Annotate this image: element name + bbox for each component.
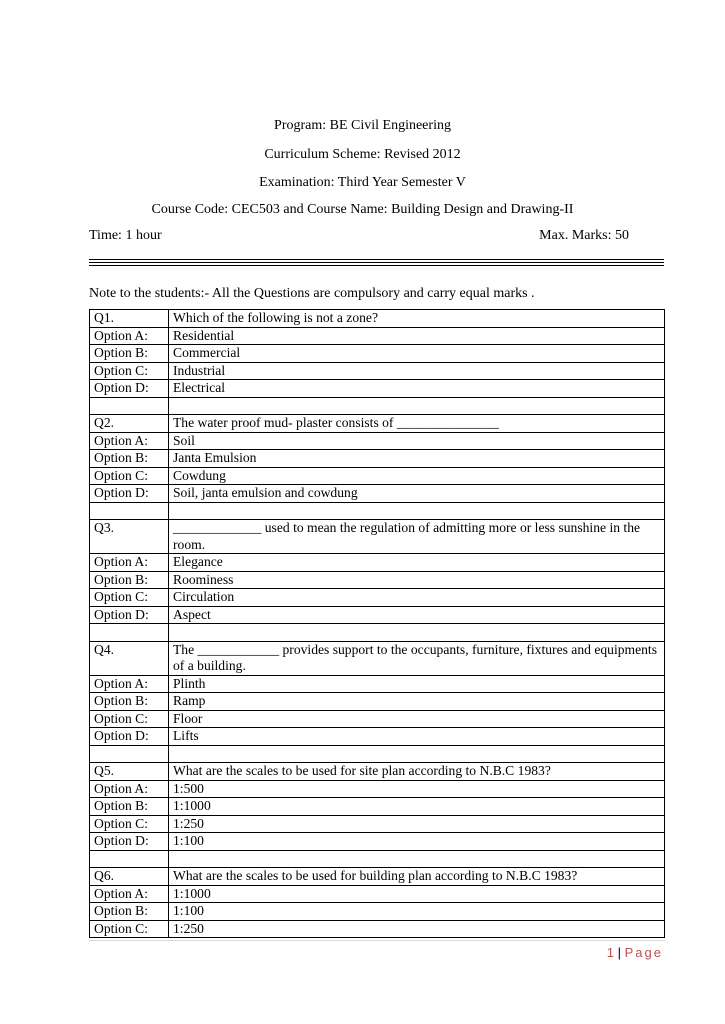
option-row — [90, 833, 665, 851]
row-label — [90, 850, 169, 868]
option-row — [90, 485, 665, 503]
row-text: The water proof mud- plaster consists of _______________ — [169, 415, 665, 433]
row-label: Option C: — [90, 710, 169, 728]
row-label: Option D: — [90, 728, 169, 746]
row-text: Industrial — [169, 362, 665, 380]
questions-table — [89, 309, 665, 938]
program-line: Program: BE Civil Engineering — [274, 118, 451, 133]
option-row — [90, 693, 665, 711]
row-label: Q5. — [90, 763, 169, 781]
spacer-row — [90, 745, 665, 763]
time-label: Time: 1 hour — [89, 228, 162, 243]
option-row — [90, 380, 665, 398]
spacer-row — [90, 502, 665, 520]
option-row — [90, 903, 665, 921]
option-row — [90, 675, 665, 693]
spacer-row — [90, 850, 665, 868]
row-text: Residential — [169, 327, 665, 345]
row-text — [169, 624, 665, 642]
page-number: 1 — [606, 945, 615, 960]
spacer-row — [90, 397, 665, 415]
option-row — [90, 815, 665, 833]
row-label — [90, 502, 169, 520]
row-text: 1:500 — [169, 780, 665, 798]
question-row — [90, 868, 665, 886]
row-label: Option D: — [90, 833, 169, 851]
row-label: Option A: — [90, 554, 169, 572]
row-label — [90, 397, 169, 415]
row-text: 1:1000 — [169, 885, 665, 903]
row-label — [90, 745, 169, 763]
row-text: 1:250 — [169, 920, 665, 938]
row-text: _____________ used to mean the regulation of admitting more or less sunshine in the room. — [169, 520, 665, 554]
row-text: Which of the following is not a zone? — [169, 310, 665, 328]
max-marks-label: Max. Marks: 50 — [539, 228, 629, 243]
option-row — [90, 728, 665, 746]
row-label: Option B: — [90, 450, 169, 468]
row-label — [90, 624, 169, 642]
scheme-line: Curriculum Scheme: Revised 2012 — [264, 147, 461, 162]
option-row — [90, 798, 665, 816]
row-label: Option A: — [90, 885, 169, 903]
question-row — [90, 310, 665, 328]
question-row — [90, 415, 665, 433]
question-row — [90, 641, 665, 675]
row-text: Commercial — [169, 345, 665, 363]
row-text: Electrical — [169, 380, 665, 398]
option-row — [90, 467, 665, 485]
row-text — [169, 745, 665, 763]
row-text: Janta Emulsion — [169, 450, 665, 468]
row-text: 1:100 — [169, 903, 665, 921]
option-row — [90, 571, 665, 589]
option-row — [90, 885, 665, 903]
row-label: Option C: — [90, 589, 169, 607]
option-row — [90, 780, 665, 798]
row-text: The ____________ provides support to the occupants, furniture, fixtures and equipments of a building. — [169, 641, 665, 675]
row-label: Option A: — [90, 327, 169, 345]
option-row — [90, 345, 665, 363]
option-row — [90, 920, 665, 938]
row-label: Option C: — [90, 920, 169, 938]
row-label: Option D: — [90, 485, 169, 503]
row-text — [169, 502, 665, 520]
row-label: Option C: — [90, 467, 169, 485]
row-text: 1:250 — [169, 815, 665, 833]
option-row — [90, 327, 665, 345]
row-label: Option B: — [90, 798, 169, 816]
option-row — [90, 710, 665, 728]
option-row — [90, 589, 665, 607]
footer-rule — [89, 940, 665, 941]
row-text: 1:1000 — [169, 798, 665, 816]
row-text — [169, 850, 665, 868]
row-label: Q2. — [90, 415, 169, 433]
row-text: Ramp — [169, 693, 665, 711]
row-text: Soil — [169, 432, 665, 450]
row-text: 1:100 — [169, 833, 665, 851]
row-text: Aspect — [169, 606, 665, 624]
row-text: Plinth — [169, 675, 665, 693]
row-label: Option B: — [90, 693, 169, 711]
page-footer — [607, 945, 663, 960]
spacer-row — [90, 624, 665, 642]
question-row — [90, 763, 665, 781]
row-label: Option A: — [90, 432, 169, 450]
divider-line — [89, 259, 664, 260]
row-text: Roominess — [169, 571, 665, 589]
row-text: What are the scales to be used for building plan according to N.B.C 1983? — [169, 868, 665, 886]
page-label: Page — [624, 945, 663, 960]
row-label: Option A: — [90, 675, 169, 693]
option-row — [90, 432, 665, 450]
page-separator: | — [614, 945, 625, 960]
option-row — [90, 362, 665, 380]
option-row — [90, 554, 665, 572]
row-text: Soil, janta emulsion and cowdung — [169, 485, 665, 503]
row-label: Option C: — [90, 815, 169, 833]
row-label: Option B: — [90, 571, 169, 589]
row-label: Option A: — [90, 780, 169, 798]
row-label: Q3. — [90, 520, 169, 554]
row-label: Q6. — [90, 868, 169, 886]
row-label: Q4. — [90, 641, 169, 675]
row-text: Circulation — [169, 589, 665, 607]
question-row — [90, 520, 665, 554]
option-row — [90, 606, 665, 624]
divider-line — [89, 265, 664, 266]
divider-line — [89, 262, 664, 263]
row-text: Floor — [169, 710, 665, 728]
course-line: Course Code: CEC503 and Course Name: Building Design and Drawing-II — [151, 202, 574, 217]
row-label: Option D: — [90, 606, 169, 624]
row-text: Elegance — [169, 554, 665, 572]
row-text — [169, 397, 665, 415]
row-label: Option B: — [90, 903, 169, 921]
row-label: Option C: — [90, 362, 169, 380]
row-text: Lifts — [169, 728, 665, 746]
option-row — [90, 450, 665, 468]
row-label: Option D: — [90, 380, 169, 398]
row-text: Cowdung — [169, 467, 665, 485]
exam-line: Examination: Third Year Semester V — [259, 175, 466, 190]
row-text: What are the scales to be used for site plan according to N.B.C 1983? — [169, 763, 665, 781]
row-label: Option B: — [90, 345, 169, 363]
students-note: Note to the students:- All the Questions are compulsory and carry equal marks . — [89, 286, 535, 301]
row-label: Q1. — [90, 310, 169, 328]
